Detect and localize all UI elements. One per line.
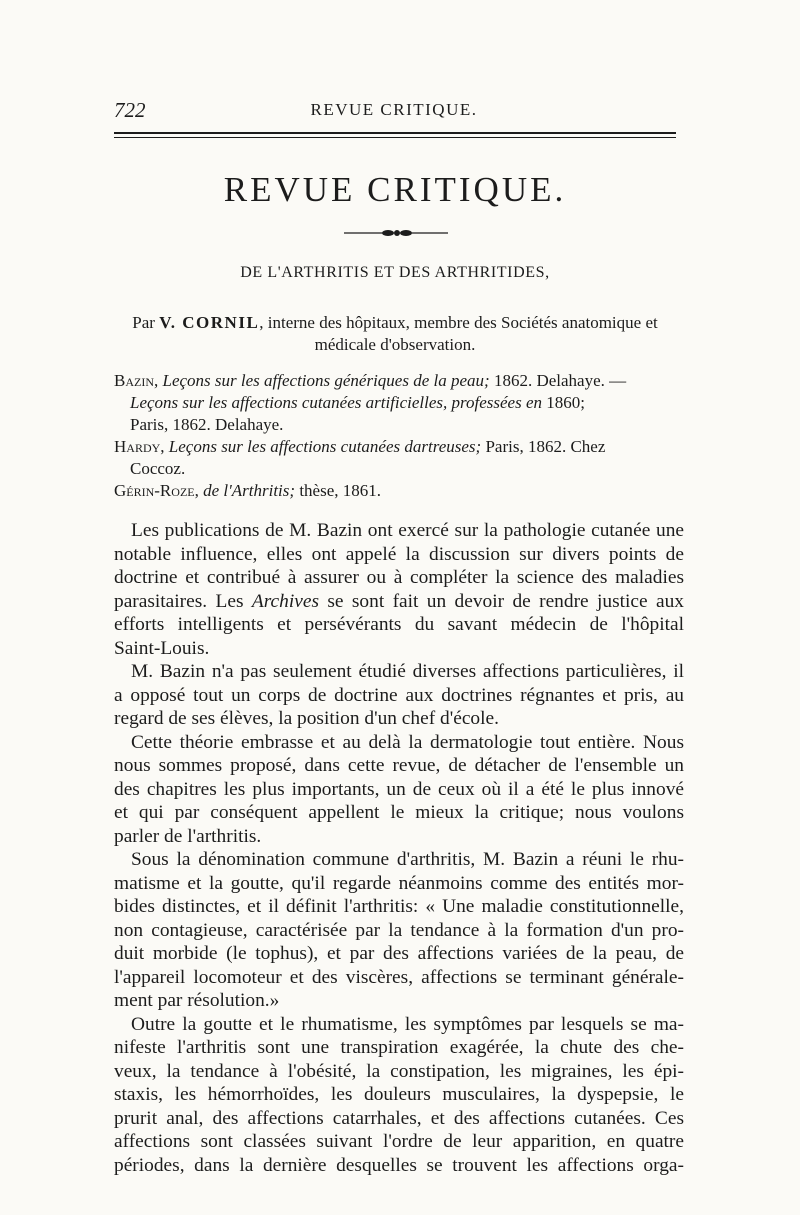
italic-text: Leçons sur les affections cutanées dartreuses; [168,437,482,456]
article-title: DE L'ARTHRITIS ET DES ARTHRITIDES, [240,264,550,281]
byline-line-1 [114,312,676,334]
text-run: 1862. Delahaye. — [489,371,627,390]
bibliography-line [114,414,684,436]
bibliography [114,370,684,502]
body-line: Cette théorie embrasse et au delà la dermatologie tout entière. Nous [131,731,684,753]
body-line: nous sommes proposé, dans cette revue, de détacher de l'ensemble un [114,755,684,776]
bibliography-line [114,392,684,414]
body-line: matisme et la goutte, qu'il regarde néanmoins comme des entités mor- [114,872,684,894]
author-smallcaps: Bazin [114,371,154,390]
body-line: doctrine et contribué à assurer ou à compléter la science des maladies [114,567,684,588]
header-rule [114,132,676,134]
text-run: se sont fait un devoir de rendre justice aux [319,590,684,612]
text-run: Coccoz. [130,459,186,478]
body-line: Sous la dénomination commune d'arthritis, M. Bazin a réuni le rhu- [131,849,684,870]
author-smallcaps: Gérin-Roze [114,481,195,500]
body-line: non contagieuse, caractérisée par la tendance à la formation d'un pro- [114,919,684,941]
running-title: REVUE CRITIQUE. [310,100,478,119]
text-run: , [154,371,163,390]
body-line: Les publications de M. Bazin ont exercé sur la pathologie cutanée une [131,520,684,541]
header-rule-thin [114,137,676,138]
byline [114,312,676,356]
text-run: parasitaires. Les [114,590,252,612]
italic-text: de l'Arthritis; [203,481,296,500]
byline-affiliation: , interne des hôpitaux, membre des Sociétés anatomique et [259,313,658,332]
italic-text: Leçons sur les affections génériques de la peau; [162,371,490,390]
body-text [114,519,684,1177]
bibliography-line [114,370,684,392]
body-line: efforts intelligents et persévérants du savant médecin de l'hôpital [114,614,684,635]
body-line: affections sont classées suivant l'ordre de leur apparition, en quatre [114,1131,684,1152]
body-line: notable influence, elles ont appelé la discussion sur divers points de [114,543,684,565]
body-line: staxis, les hémorrhoïdes, les douleurs musculaires, la dyspepsie, le [114,1084,684,1105]
bibliography-line [114,458,684,480]
text-run: Paris, 1862. Delahaye. [130,415,284,434]
body-line [114,590,684,614]
body-line: duit morbide (le tophus), et par des affections variées de la peau, de [114,943,684,964]
author-smallcaps: Hardy [114,437,161,456]
body-line: périodes, dans la dernière desquelles se trouvent les affections orga- [114,1154,684,1176]
body-line: ment par résolution.» [114,990,280,1011]
body-line: l'appareil locomoteur et des viscères, affections se terminant générale- [114,966,684,988]
body-line: des chapitres les plus importants, un de ceux où il a été le plus innové [114,778,684,800]
author-name: V. CORNIL [159,313,260,332]
body-line: M. Bazin n'a pas seulement étudié diverses affections particulières, il [131,661,684,682]
text-run: , [160,437,169,456]
text-run: thèse, 1861. [295,481,381,500]
italic-text: Archives [251,590,319,612]
bibliography-line [114,436,684,458]
text-run: 1860; [542,393,586,412]
text-run: Paris, 1862. Chez [481,437,606,456]
body-line: parler de l'arthritis. [114,825,262,847]
body-line: et qui par conséquent appellent le mieux la critique; nous voulons [114,802,684,823]
byline-prefix: Par [132,313,160,332]
section-title: REVUE CRITIQUE. [223,170,567,209]
body-line: prurit anal, des affections catarrhales, et des affections cutanées. Ces [114,1107,684,1129]
page-number: 722 [114,98,146,122]
bibliography-line [114,480,684,502]
text-run: , [194,481,204,500]
ornament-dash-icon [344,228,448,238]
italic-text: Leçons sur les affections cutanées artificielles, professées en [130,393,543,412]
byline-line-2: médicale d'observation. [314,335,476,354]
running-head [114,98,674,128]
body-line: Saint-Louis. [114,637,210,659]
body-line: veux, la tendance à l'obésité, la constipation, les migraines, les épi- [114,1060,684,1082]
body-line: bides distinctes, et il définit l'arthritis: « Une maladie constitutionnelle, [114,896,684,917]
body-line: a opposé tout un corps de doctrine aux doctrines régnantes et pris, au [114,684,684,706]
body-line: Outre la goutte et le rhumatisme, les symptômes par lesquels se ma- [131,1013,684,1035]
body-line: nifeste l'arthritis sont une transpiration exagérée, la chute des che- [114,1037,684,1058]
body-line: regard de ses élèves, la position d'un chef d'école. [114,708,499,729]
